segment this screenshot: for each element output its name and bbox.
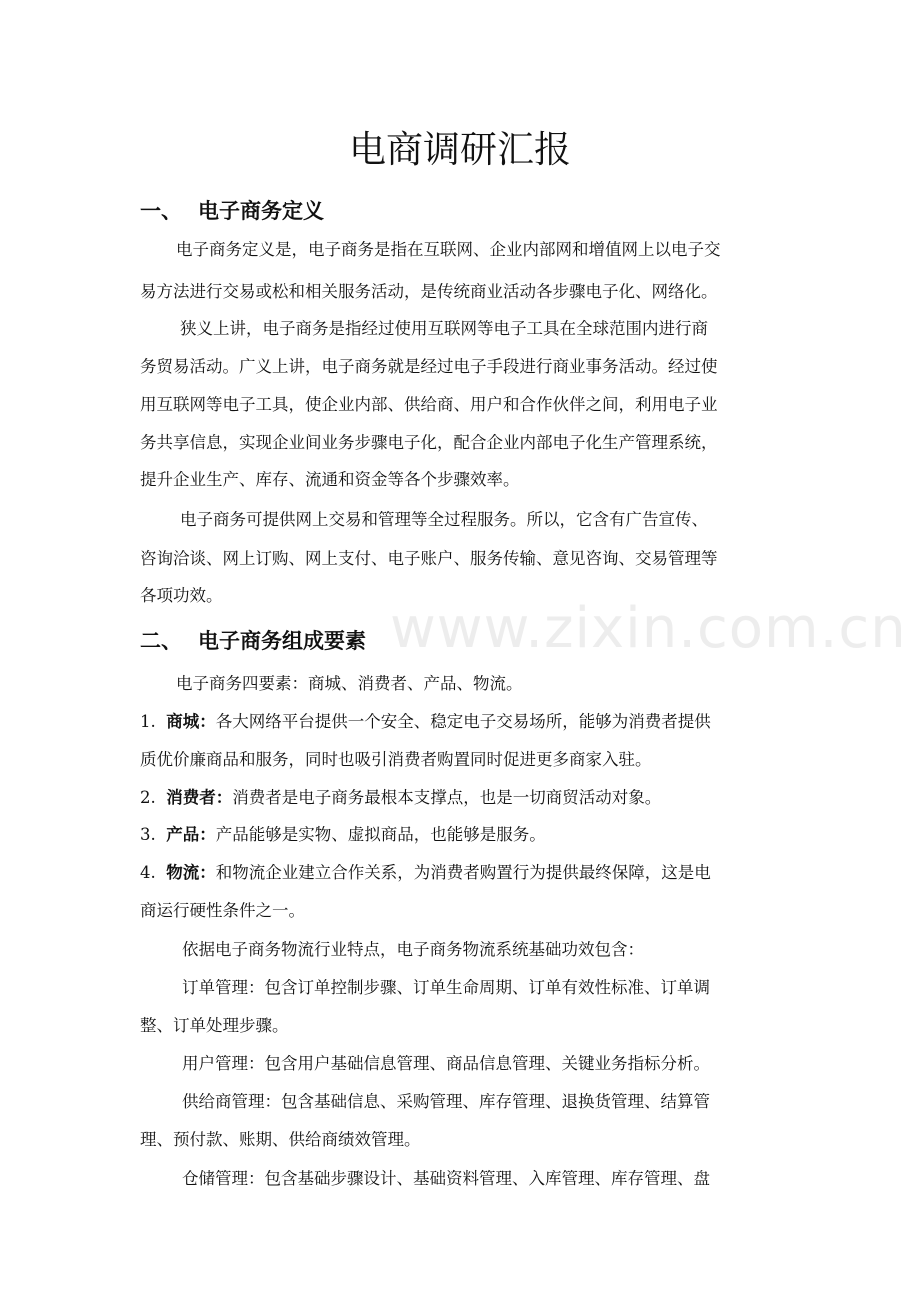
module-line: 理、预付款、账期、供给商绩效管理。 — [140, 1130, 421, 1149]
document-title: 电商调研汇报 — [349, 128, 571, 171]
paragraph-line: 各项功效。 — [140, 586, 223, 605]
item-text: 各大网络平台提供一个安全、稳定电子交易场所，能够为消费者提供 — [215, 712, 711, 731]
paragraph-line: 务共享信息，实现企业间业务步骤电子化，配合企业内部电子化生产管理系统， — [140, 433, 718, 452]
module-line: 订单管理：包含订单控制步骤、订单生命周期、订单有效性标准、订单调 — [182, 978, 710, 997]
element-item-4 — [140, 861, 711, 885]
paragraph-line: 电子商务可提供网上交易和管理等全过程服务。所以，它含有广告宣传、 — [180, 510, 708, 529]
item-continuation: 质优价廉商品和服务，同时也吸引消费者购置同时促进更多商家入驻。 — [140, 750, 652, 769]
logistics-intro: 依据电子商务物流行业特点，电子商务物流系统基础功效包含： — [182, 940, 644, 959]
module-line: 用户管理：包含用户基础信息管理、商品信息管理、关键业务指标分析。 — [182, 1054, 710, 1073]
element-item-3 — [140, 823, 546, 847]
section-number: 二、 — [140, 629, 182, 653]
module-line: 仓储管理：包含基础步骤设计、基础资料管理、入库管理、库存管理、盘 — [182, 1169, 710, 1188]
paragraph-line: 咨询洽谈、网上订购、网上支付、电子账户、服务传输、意见咨询、交易管理等 — [140, 549, 718, 568]
paragraph-line: 提升企业生产、库存、流通和资金等各个步骤效率。 — [140, 470, 520, 489]
module-line: 供给商管理：包含基础信息、采购管理、库存管理、退换货管理、结算管 — [182, 1092, 710, 1111]
section-heading-2 — [140, 626, 366, 656]
element-item-2 — [140, 786, 661, 810]
element-item-1 — [140, 710, 711, 734]
item-number: 3. — [140, 825, 156, 844]
section-title: 电子商务组成要素 — [198, 629, 366, 653]
watermark: www.zixin.com.cn — [390, 596, 907, 661]
section-number: 一、 — [140, 199, 182, 223]
item-continuation: 商运行硬性条件之一。 — [140, 901, 305, 920]
item-text: 产品能够是实物、虚拟商品，也能够是服务。 — [215, 825, 546, 844]
item-term: 商城： — [166, 712, 216, 731]
paragraph-line: 务贸易活动。广义上讲，电子商务就是经过电子手段进行商业事务活动。经过使 — [140, 357, 718, 376]
item-number: 2. — [140, 788, 156, 807]
paragraph-line: 狭义上讲，电子商务是指经过使用互联网等电子工具在全球范围内进行商 — [180, 319, 708, 338]
item-term: 消费者： — [166, 788, 233, 807]
paragraph-line: 用互联网等电子工具，使企业内部、供给商、用户和合作伙伴之间，利用电子业 — [140, 395, 718, 414]
paragraph-line: 易方法进行交易或松和相关服务活动，是传统商业活动各步骤电子化、网络化。 — [140, 282, 718, 301]
item-term: 产品： — [166, 825, 216, 844]
item-number: 4. — [140, 863, 156, 882]
section-heading-1 — [140, 196, 324, 226]
module-line: 整、订单处理步骤。 — [140, 1016, 289, 1035]
item-number: 1. — [140, 712, 156, 731]
paragraph-line: 电子商务定义是，电子商务是指在互联网、企业内部网和增值网上以电子交 — [176, 240, 721, 259]
item-text: 和物流企业建立合作关系，为消费者购置行为提供最终保障，这是电 — [215, 863, 711, 882]
elements-intro: 电子商务四要素：商城、消费者、产品、物流。 — [176, 674, 523, 693]
item-text: 消费者是电子商务最根本支撑点，也是一切商贸活动对象。 — [232, 788, 662, 807]
item-term: 物流： — [166, 863, 216, 882]
section-title: 电子商务定义 — [198, 199, 324, 223]
